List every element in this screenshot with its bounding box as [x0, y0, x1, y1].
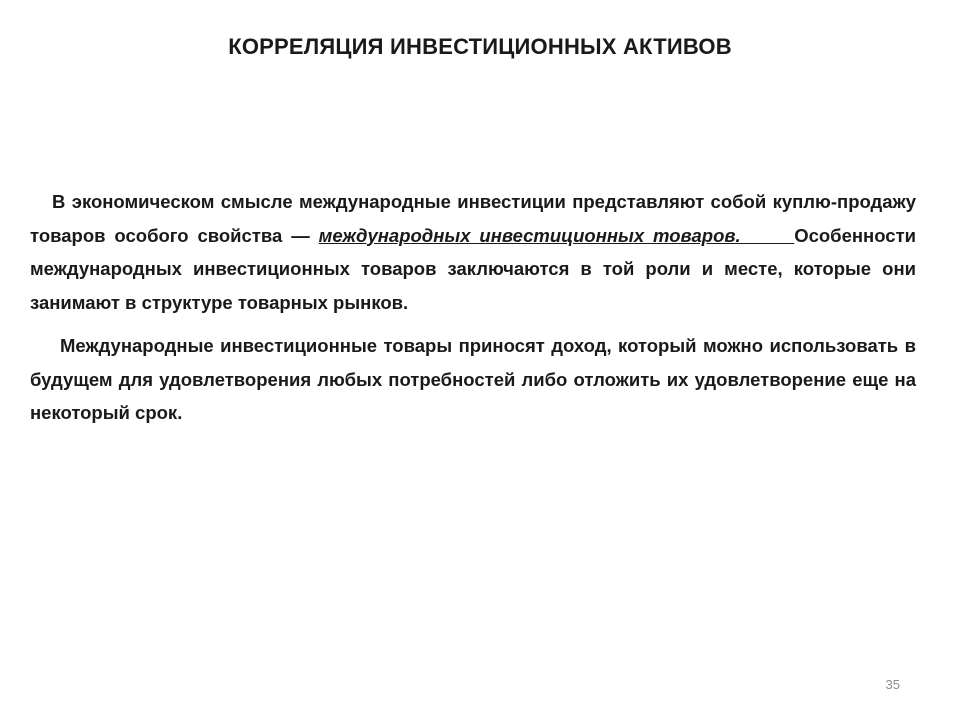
slide-body	[30, 185, 916, 430]
paragraph-definition-rest: Особенности международных инвестиционных товаров заключаются в той роли и месте, которые они занимают в структуре товарных рынков.	[30, 224, 917, 313]
paragraph-definition	[30, 185, 916, 319]
page-number: 35	[885, 677, 900, 692]
key-term: международных инвестиционных товаров.	[318, 224, 741, 246]
paragraph-income: Международные инвестиционные товары приносят доход, который можно использовать в будущем для удовлетворения любых потребностей либо отложить их удовлетворение еще на некоторый срок.	[30, 335, 916, 423]
key-term-underline-tail	[741, 225, 794, 246]
paragraph-definition-lead: В экономическом смысле международные инвестиции представляют собой куплю-продажу товаров особого свойства —	[30, 191, 916, 246]
slide-title: КОРРЕЛЯЦИЯ ИНВЕСТИЦИОННЫХ АКТИВОВ	[228, 34, 732, 59]
